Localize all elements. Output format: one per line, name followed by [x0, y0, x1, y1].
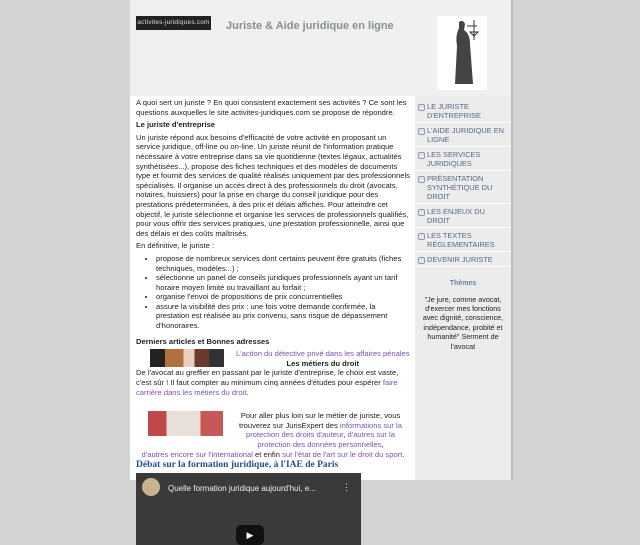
debat-title: Débat sur la formation juridique, à l'IAE de Paris	[136, 460, 339, 471]
section-text: Un juriste répond aux besoins d'efficacité de votre activité en proposant un service juridique, off-line ou on-line. Un juriste réunit de l'information pratique nécessaire à votre entreprise dans sa vie quotidienne (textes légaux, actualités synthétisées...), propose des fiches techniques et des modèles de documents type et fournit des services de qualité réalisés uniquement par des professionnels spécialisés. Il organise un accès direct à des professionnels du droit (avocats, notaires, huissiers) pour la prise en charge du conseil juridique pour des prestations prédeterminées, à des prix et délais affichés. Pour atteindre cet objectif, le juriste sélectionne et organise les services de professionnels qualifiés, pour vous offrir des services pratiques, une prestation professionnelle, ainsi que des délais et des coûts maîtrisés.	[136, 132, 410, 238]
main-content	[136, 98, 410, 545]
sidebar-item-devenir-juriste[interactable]	[415, 252, 511, 267]
list-item: • sélectionne un panel de conseils juridiques professionnels ayant un tarif horaire moyen limité ou travaillant au forfait ;	[156, 273, 410, 292]
sidebar-item-label: LES TEXTES RÉGLEMENTAIRES	[427, 231, 495, 249]
sidebar-item-enjeux-droit[interactable]	[415, 204, 511, 228]
metiers-link[interactable]: faire carrière dans les métiers du droit	[136, 378, 398, 397]
juris-link-sport[interactable]: sur l'état de l'art sur le droit du sport	[282, 449, 403, 459]
sidebar-item-textes-reglementaires[interactable]	[415, 228, 511, 252]
articles-title: Derniers articles et Bonnes adresses	[136, 336, 270, 346]
video-player[interactable]	[136, 473, 361, 545]
justice-statue-image	[437, 16, 487, 90]
sidebar	[415, 96, 511, 480]
video-title[interactable]: Quelle formation juridique aujourd'hui, e...	[168, 483, 316, 493]
play-button[interactable]: ▶	[236, 525, 264, 545]
article-thumbnail[interactable]	[150, 349, 224, 367]
juris-text: Pour aller plus loin sur le métier de juriste, vous trouverez sur JurisExpert des	[239, 411, 401, 430]
punctuation: ,	[381, 440, 384, 449]
themes-heading: Thèmes	[449, 280, 477, 287]
site-title: Juriste & Aide juridique en ligne	[226, 20, 394, 32]
juris-link-donnees[interactable]: d'autres sur la protection des données personnelles	[257, 430, 395, 449]
expand-icon: -	[418, 176, 425, 183]
jurisexpert-thumbnail[interactable]	[148, 411, 223, 436]
channel-avatar[interactable]	[142, 478, 160, 496]
list-item: • assure la visibilité des prix : une fois votre demande confirmée, la prestation est réalisée au prix convenu, sans risque de dépassement d'honoraires.	[156, 302, 410, 331]
expand-icon: -	[418, 104, 425, 111]
more-icon[interactable]: ⋮	[342, 481, 351, 492]
sidebar-item-label: LES SERVICES JURIDIQUES	[427, 150, 481, 168]
header	[130, 0, 511, 96]
juris-link-auteur[interactable]: informations sur la protection des droits d'auteur	[246, 420, 402, 440]
page	[130, 0, 513, 540]
quote-text: "Je jure, comme avocat, d'exercer mes fonctions avec dignité, conscience, indépendance, probité et humanité" Serment de l'avocat	[422, 294, 504, 351]
sidebar-item-juriste-entreprise[interactable]	[415, 99, 511, 123]
sidebar-item-label: LE JURISTE D'ENTREPRISE	[427, 102, 481, 120]
sidebar-item-label: DEVENIR JURISTE	[427, 255, 493, 264]
section-title: Le juriste d'entreprise	[136, 120, 216, 130]
list-item: • organise l'envoi de propositions de prix concurrentielles	[156, 292, 410, 302]
site-logo[interactable]: activites-juridiques.com	[136, 16, 211, 30]
bullet-list	[136, 254, 410, 331]
sidebar-item-label: PRÉSENTATION SYNTHÉTIQUE DU DROIT	[427, 174, 493, 201]
juris-link-international[interactable]: d'autres encore sur l'international	[141, 449, 253, 459]
article-link[interactable]: L'action du détective privé dans les affaires pénales	[236, 349, 410, 359]
sidebar-item-label: L'AIDE JURIDIQUE EN LIGNE	[427, 126, 504, 144]
sidebar-item-services-juridiques[interactable]	[415, 147, 511, 171]
punctuation: .	[402, 449, 405, 459]
expand-icon: -	[418, 209, 425, 216]
sidebar-item-label: LES ENJEUX DU DROIT	[427, 207, 485, 225]
metiers-title: Les métiers du droit	[286, 358, 360, 368]
sidebar-item-presentation-droit[interactable]	[415, 171, 511, 204]
punctuation: ,	[343, 430, 348, 440]
sidebar-item-aide-juridique[interactable]	[415, 123, 511, 147]
expand-icon: -	[418, 257, 425, 264]
metiers-text: De l'avocat au greffier en passant par le juriste d'entreprise, le choix est vaste, c'est sûr ! Il faut compter au minimum cinq années d'études pour espérer	[136, 368, 399, 388]
expand-icon: -	[418, 233, 425, 240]
expand-icon: -	[418, 128, 425, 135]
conclusion-lead: En définitive, le juriste :	[136, 241, 215, 251]
expand-icon: -	[418, 152, 425, 159]
list-item: • propose de nombreux services dont certains peuvent être gratuits (fiches techniques, modèles...) ;	[156, 254, 410, 273]
intro-text: A quoi sert un juriste ? En quoi consistent exactement ses activités ? Ce sont les questions auxquelles le site activites-juridiques.com se propose de répondre.	[136, 98, 407, 117]
juris-text: et enfin	[252, 449, 283, 459]
punctuation: .	[246, 387, 249, 397]
